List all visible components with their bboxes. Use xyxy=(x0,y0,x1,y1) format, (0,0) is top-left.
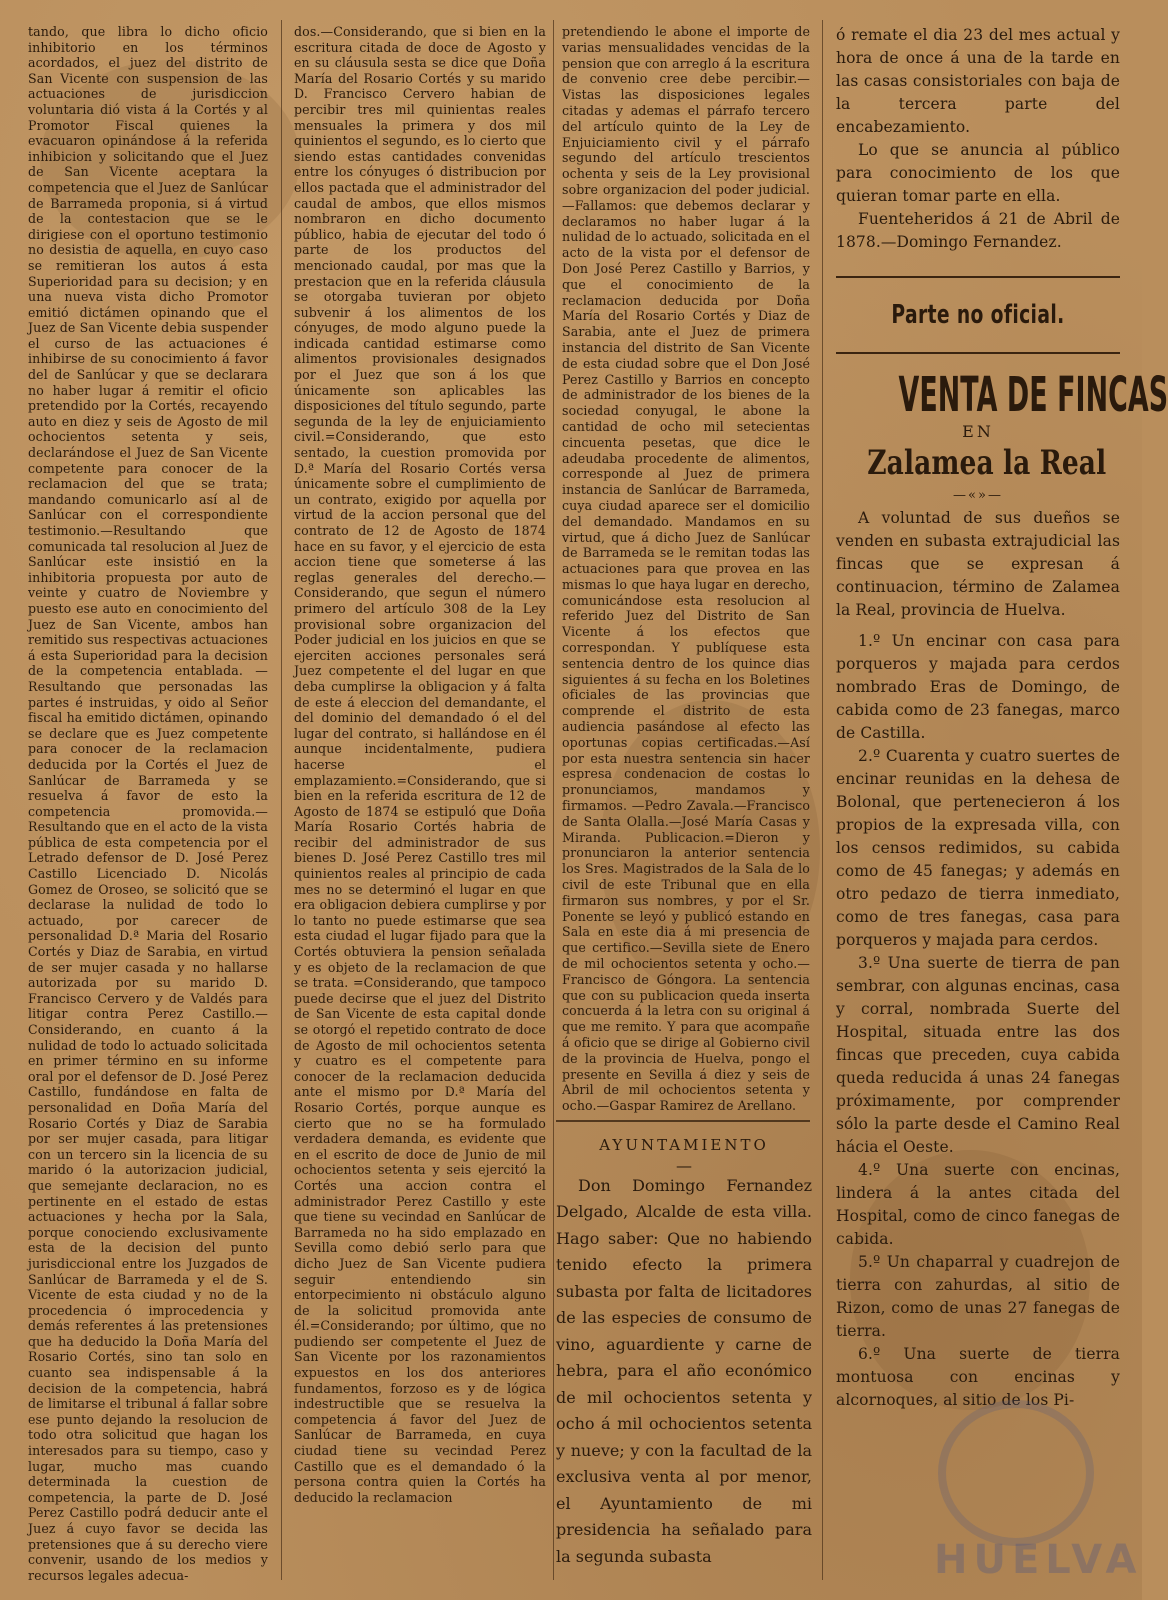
notice-text: Lo que se anuncia al público para conocimiento de los que quieran tomar parte en ella. xyxy=(836,141,1120,205)
venta-item: 6.º Una suerte de tierra montuosa con encinas y alcornoques, al sitio de los Pi- xyxy=(836,1345,1120,1409)
column-1 xyxy=(28,24,268,1584)
column-4-top-text: ó remate el dia 23 del mes actual y hora de once á una de la tarde en las casas consistoriales con baja de la tercera parte del encabezamiento. xyxy=(836,26,1120,136)
venta-intro: A voluntad de sus dueños se venden en subasta extrajudicial las fincas que se expresan á continuacion, término de Zalamea la Real, provincia de Huelva. xyxy=(836,509,1120,619)
venta-en: EN xyxy=(962,422,994,441)
ayuntamiento-title: AYUNTAMIENTO xyxy=(599,1136,769,1154)
column-rule xyxy=(553,20,554,1580)
ayuntamiento-notice xyxy=(556,1132,812,1568)
watermark-text: HUELVA xyxy=(934,1537,1143,1583)
section-rule xyxy=(836,276,1120,278)
column-4 xyxy=(836,24,1168,1584)
venta-item: 2.º Cuarenta y cuatro suertes de encinar reunidas en la dehesa de Bolonal, que pertenecieron á los propios de la expresada villa, con los censos redimidos, su cabida como de 45 fanegas; y además en otro pedazo de tierra inmediato, como de tres fanegas, casa para porqueros y majada para cerdos. xyxy=(836,747,1120,949)
column-rule xyxy=(822,20,823,1580)
venta-item: 4.º Una suerte con encinas, lindera á la antes citada del Hospital, como de cinco fanegas de cabida. xyxy=(836,1161,1120,1248)
notice-signature: Fuenteheridos á 21 de Abril de 1878.—Domingo Fernandez. xyxy=(836,210,1120,251)
venta-place: Zalamea la Real xyxy=(867,443,1107,483)
column-3 xyxy=(562,24,810,1118)
venta-item: 5.º Un chaparral y cuadrejon de tierra con zahurdas, al sitio de Rizon, como de unas 27 fanegas de tierra. xyxy=(836,1253,1120,1340)
column-rule xyxy=(281,20,282,1580)
venta-title: VENTA DE FINCAS xyxy=(898,367,1168,423)
watermark-emblem xyxy=(938,1400,1094,1546)
section-rule xyxy=(836,352,1120,354)
column-2-text: dos.—Considerando, que si bien en la escritura citada de doce de Agosto y en su cláusula sesta se dice que Doña María del Rosario Cortés y su marido D. Francisco Cervero habian de percibir tres mil quinientas reales mensuales la primera y dos mil quinientos el segundo, es lo cierto que siendo estas cantidades convenidas entre los cónyuges ó distribucion por ellos pactada que el administrador del caudal de ambos, que ellos mismos nombraron en dicho documento público, habia de ejecutar del todo ó parte de los productos del mencionado caudal, por mas que la prestacion que en la referida cláusula se otorgaba tuvieran por objeto subvenir á los alimentos de los cónyuges, de modo alguno puede la indicada cantidad estimarse como alimentos provisionales designados por el Juez que son á los que únicamente son aplicables las disposiciones del título segundo, parte segunda de la ley de enjuiciamiento civil.=Considerando, que esto sentado, la cuestion promovida por D.ª María del Rosario Cortés versa únicamente sobre el cumplimiento de un contrato, exigido por aquella por virtud de la accion personal que del contrato de 12 de Agosto de 1874 hace en su favor, y el ejercicio de esta accion tiene que someterse á las reglas generales del derecho.—Considerando, que segun el número primero del artículo 308 de la Ley provisional sobre organizacion del Poder judicial en los juicios en que se ejerciten acciones personales será Juez competente el del lugar en que deba cumplirse la obligacion y á falta de este á eleccion del demandante, el del dominio del demandado ó el del lugar del contrato, si hallándose en él aunque incidentalmente, pudiera hacerse el emplazamiento.=Considerando, que si bien en la referida escritura de 12 de Agosto de 1874 se estipuló que Doña María Rosario Cortés habria de recibir del administrador de sus bienes D. José Perez Castillo tres mil quinientos reales al principio de cada mes no se determinó el lugar en que era obligacion debiera cumplirse y por lo tanto no puede estimarse que sea esta ciudad el lugar fijado para que la Cortés obtuviera la pension señalada y es objeto de la reclamacion de que se trata. =Considerando, que tampoco puede decirse que el juez del Distrito de San Vicente de esta capital donde se otorgó el repetido contrato de doce de Agosto de mil ochocientos setenta y cuatro es el competente para conocer de la reclamacion deducida ante el mismo por D.ª María del Rosario Cortés, porque aunque es cierto que no se ha formulado verdadera demanda, es evidente que en el escrito de doce de Junio de mil ochocientos setenta y seis ejercitó la Cortés una accion contra el administrador Perez Castillo y este que tiene su vecindad en Sanlúcar de Barrameda no ha sido emplazado en Sevilla como debió serlo para que dicho Juez de San Vicente pudiera seguir entendiendo sin entorpecimiento ni obstáculo alguno de la solicitud promovida ante él.=Considerando; por último, que no pudiendo ser competente el Juez de San Vicente por los razonamientos expuestos en los dos anteriores fundamentos, forzoso es y de lógica indestructible que se resuelva la competencia á favor del Juez de Sanlúcar de Barrameda, en cuya ciudad tiene su vecindad Perez Castillo que es el demandado ó la persona contra quien la Cortés ha deducido la reclamacion xyxy=(294,24,546,1505)
column-2 xyxy=(294,24,546,1584)
column-1-text: tando, que libra lo dicho oficio inhibitorio en los términos acordados, el juez del distrito de San Vicente con suspension de las actuaciones de jurisdiccion voluntaria dió vista á la Cortés y al Promotor Fiscal quienes la evacuaron opinándose á la referida inhibicion y solicitando que el Juez de San Vicente aceptara la competencia que el Juez de Sanlúcar de Barrameda proponia, si á virtud de la contestacion que se le dirigiese con el oportuno testimonio no desistia de aquella, en cuyo caso se remitieran los autos á esta Superioridad para su decision; y en una nueva vista dicho Promotor emitió dictámen opinando que el Juez de San Vicente debia suspender el curso de las actuaciones é inhibirse de su conocimiento á favor del de Sanlúcar y que se declarara no haber lugar á remitir el oficio pretendido por la Cortés, recayendo auto en diez y seis de Agosto de mil ochocientos setenta y seis, declarándose el Juez de San Vicente competente para conocer de la reclamacion del que se trata; mandando comunicarlo así al de Sanlúcar con el correspondiente testimonio.—Resultando que comunicada tal resolucion al Juez de Sanlúcar este insistió en la inhibitoria propuesta por auto de veinte y cuatro de Noviembre y puesto ese auto en conocimiento del Juez de San Vicente, ambos han remitido sus respectivas actuaciones á esta Superioridad para la decision de la competencia entablada. —Resultando que personadas las partes é instruidas, y oido al Señor fiscal ha emitido dictámen, opinando se declare que es Juez competente para conocer de la reclamacion deducida por la Cortés el Juez de Sanlúcar de Barrameda y se resuelva á favor de esto la competencia promovida.—Resultando que en el acto de la vista pública de esta competencia por el Letrado defensor de D. José Perez Castillo Licenciado D. Nicolás Gomez de Oroseo, se solicitó que se declarase la nulidad de todo lo actuado, por carecer de personalidad D.ª Maria del Rosario Cortés y Diaz de Sarabia, en virtud de ser mujer casada y no hallarse autorizada por su marido D. Francisco Cervero y de Valdés para litigar contra Perez Castillo.—Considerando, en cuanto á la nulidad de todo lo actuado solicitada en primer término en su informe oral por el defensor de D. José Perez Castillo, fundándose en falta de personalidad en Doña María del Rosario Cortés y Diaz de Sarabia por ser mujer casada, para litigar con un tercero sin la licencia de su marido ó la autorizacion judicial, que semejante declaracion, no es pertinente en el estado de estas actuaciones y hecha por la Sala, porque conociendo exclusivamente esta de la decision del punto jurisdiccional entre los Juzgados de Sanlúcar de Barrameda y el de S. Vicente de esta ciudad y no de la procedencia ó improcedencia y demás referentes á las pretensiones que ha deducido la Doña María del Rosario Cortés, sino tan solo en cuanto sea indispensable á la decision de la competencia, habrá de limitarse el tribunal á fallar sobre ese punto dejando la resolucion de todo otra solicitud que hagan los interesados para su tiempo, caso y lugar, mucho mas cuando determinada la cuestion de competencia, la parte de D. José Perez Castillo podrá deducir ante el Juez á cuyo favor se decida las pretensiones que á su derecho viere convenir, usando de los medios y recursos legales adecua- xyxy=(28,24,268,1583)
parte-no-oficial-heading: Parte no oficial. xyxy=(891,300,1065,330)
ayuntamiento-text: Don Domingo Fernandez Delgado, Alcalde de esta villa. Hago saber: Que no habiendo tenido efecto la primera subasta por falta de licitadores de las especies de consumo de vino, aguardiente y carne de hebra, para el año económico de mil ochocientos setenta y ocho á mil ochocientos setenta y nueve; y con la facultad de la exclusiva venta al por menor, el Ayuntamiento de mi presidencia ha señalado para la segunda subasta xyxy=(556,1175,812,1566)
title-dash: — xyxy=(676,1155,692,1175)
venta-item: 1.º Un encinar con casa para porqueros y majada para cerdos nombrado Eras de Domingo, de cabida como de 23 fanegas, marco de Castilla. xyxy=(836,632,1120,742)
ornament: —«»— xyxy=(953,488,1003,503)
venta-item: 3.º Una suerte de tierra de pan sembrar, con algunas encinas, casa y corral, nombrada Suerte del Hospital, situada entre las dos fincas que preceden, cuya cabida queda reducida á unas 24 fanegas próximamente, por comprender sólo la parte desde el Camino Real hácia el Oeste. xyxy=(836,954,1120,1156)
column-3-text: pretendiendo le abone el importe de varias mensualidades vencidas de la pension que con arreglo á la escritura de convenio cree debe percibir.—Vistas las disposiciones legales citadas y ademas el párrafo tercero del artículo quinto de la Ley de Enjuiciamiento civil y el párrafo segundo del artículo trescientos ochenta y seis de la Ley provisional sobre organizacion del poder judicial.—Fallamos: que debemos declarar y declaramos no haber lugar á la nulidad de lo actuado, solicitada en el acto de la vista por el defensor de Don José Perez Castillo y Barrios, y que el conocimiento de la reclamacion deducida por Doña María del Rosario Cortés y Diaz de Sarabia, ante el Juez de primera instancia del distrito de San Vicente de esta ciudad sobre que el Don José Perez Castillo y Barrios en concepto de administrador de los bienes de la sociedad conyugal, le abone la cantidad de ocho mil setecientas cincuenta pesetas, que dice le adeudaba procedente de alimentos, corresponde al Juez de primera instancia de Sanlúcar de Barrameda, cuya ciudad aparece ser el domicilio del demandado. Mandamos en su virtud, que á dicho Juez de Sanlúcar de Barrameda se le remitan todas las actuaciones para que provea en las mismas lo que haya lugar en derecho, comunicándose esta resolucion al referido Juez del Distrito de San Vicente á los efectos que correspondan. Y publíquese esta sentencia dentro de los quince dias siguientes á su fecha en los Boletines oficiales de las provincias que comprende el distrito de esta audiencia pasándose al efecto las oportunas copias certificadas.—Así por esta nuestra sentencia sin hacer espresa condenacion de costas lo pronunciamos, mandamos y firmamos. —Pedro Zavala.—Francisco de Santa Olalla.—José María Casas y Miranda. Publicacion.=Dieron y pronunciaron la anterior sentencia los Sres. Magistrados de la Sala de lo civil de este Tribunal que en ella firmaron sus nombres, y por el Sr. Ponente se leyó y publicó estando en Sala en este dia á mi presencia de que certifico.—Sevilla siete de Enero de mil ochocientos setenta y ocho.—Francisco de Góngora. La sentencia que con su publicacion queda inserta concuerda á la letra con su original á que me remito. Y para que acompañe á oficio que se dirige al Gobierno civil de la provincia de Huelva, pongo el presente en Sevilla á diez y seis de Abril de mil ochocientos setenta y ocho.—Gaspar Ramirez de Arellano. xyxy=(562,24,810,1114)
section-rule xyxy=(556,1120,810,1122)
